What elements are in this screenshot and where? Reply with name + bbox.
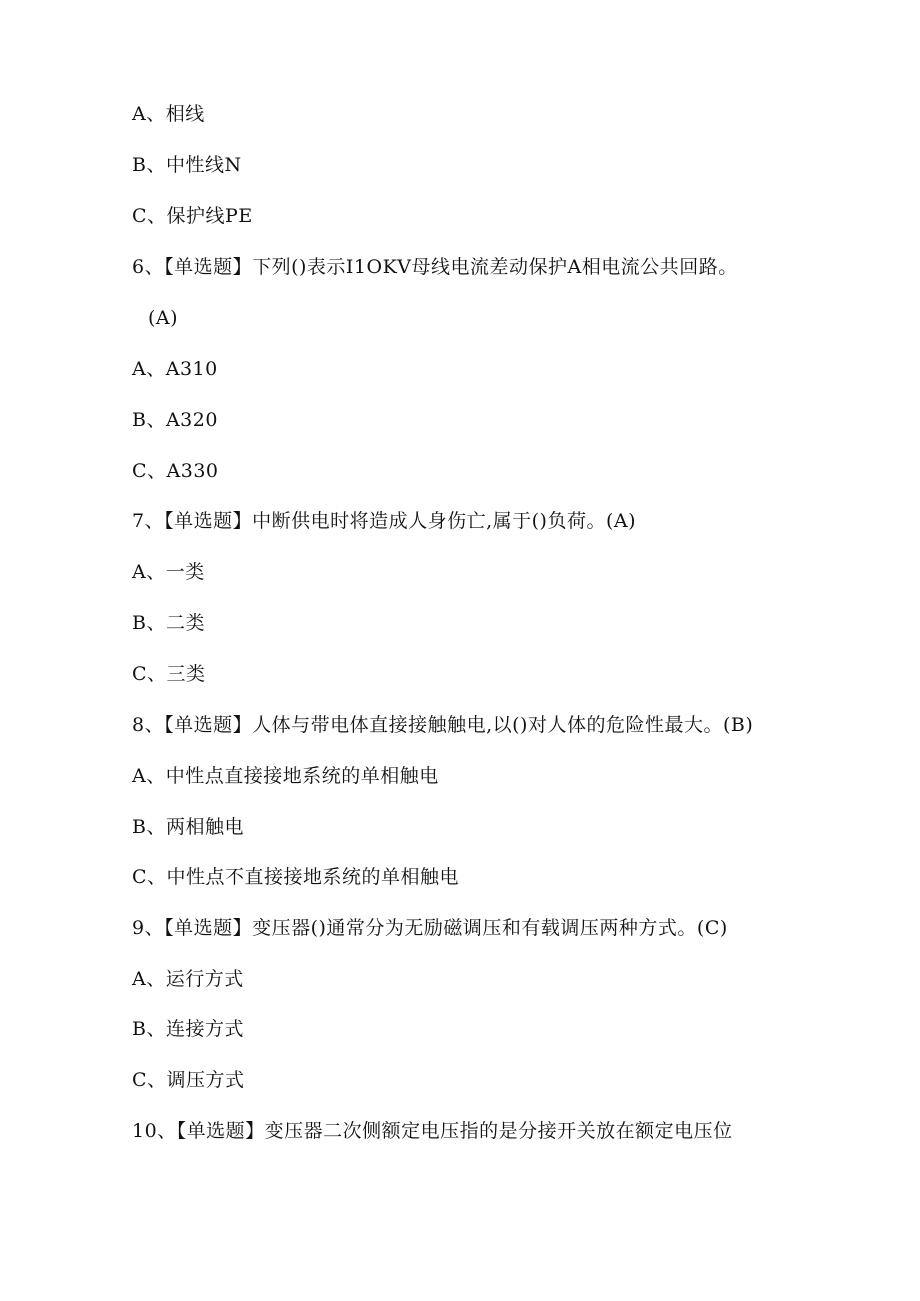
option-line: B、A320	[132, 409, 218, 431]
option-line: B、二类	[132, 612, 205, 634]
question-line: 10、【单选题】变压器二次侧额定电压指的是分接开关放在额定电压位	[132, 1120, 733, 1142]
option-line: C、中性点不直接接地系统的单相触电	[132, 866, 460, 888]
question-line: 8、【单选题】人体与带电体直接接触触电,以()对人体的危险性最大。(B)	[132, 714, 754, 736]
question-line: 7、【单选题】中断供电时将造成人身伤亡,属于()负荷。(A)	[132, 510, 637, 532]
option-line: C、三类	[132, 663, 206, 685]
question-line: 9、【单选题】变压器()通常分为无励磁调压和有载调压两种方式。(C)	[132, 917, 728, 939]
option-line: C、保护线PE	[132, 205, 253, 227]
answer-line: (A)	[148, 307, 179, 329]
option-line: B、两相触电	[132, 816, 244, 838]
option-line: A、运行方式	[132, 968, 244, 990]
option-line: A、A310	[132, 358, 218, 380]
option-line: C、A330	[132, 460, 219, 482]
question-line: 6、【单选题】下列()表示I1OKV母线电流差动保护A相电流公共回路。	[132, 256, 738, 278]
option-line: B、连接方式	[132, 1018, 244, 1040]
option-line: A、一类	[132, 561, 205, 583]
option-line: B、中性线N	[132, 154, 242, 176]
option-line: A、相线	[132, 103, 205, 125]
option-line: A、中性点直接接地系统的单相触电	[132, 765, 439, 787]
option-line: C、调压方式	[132, 1069, 245, 1091]
